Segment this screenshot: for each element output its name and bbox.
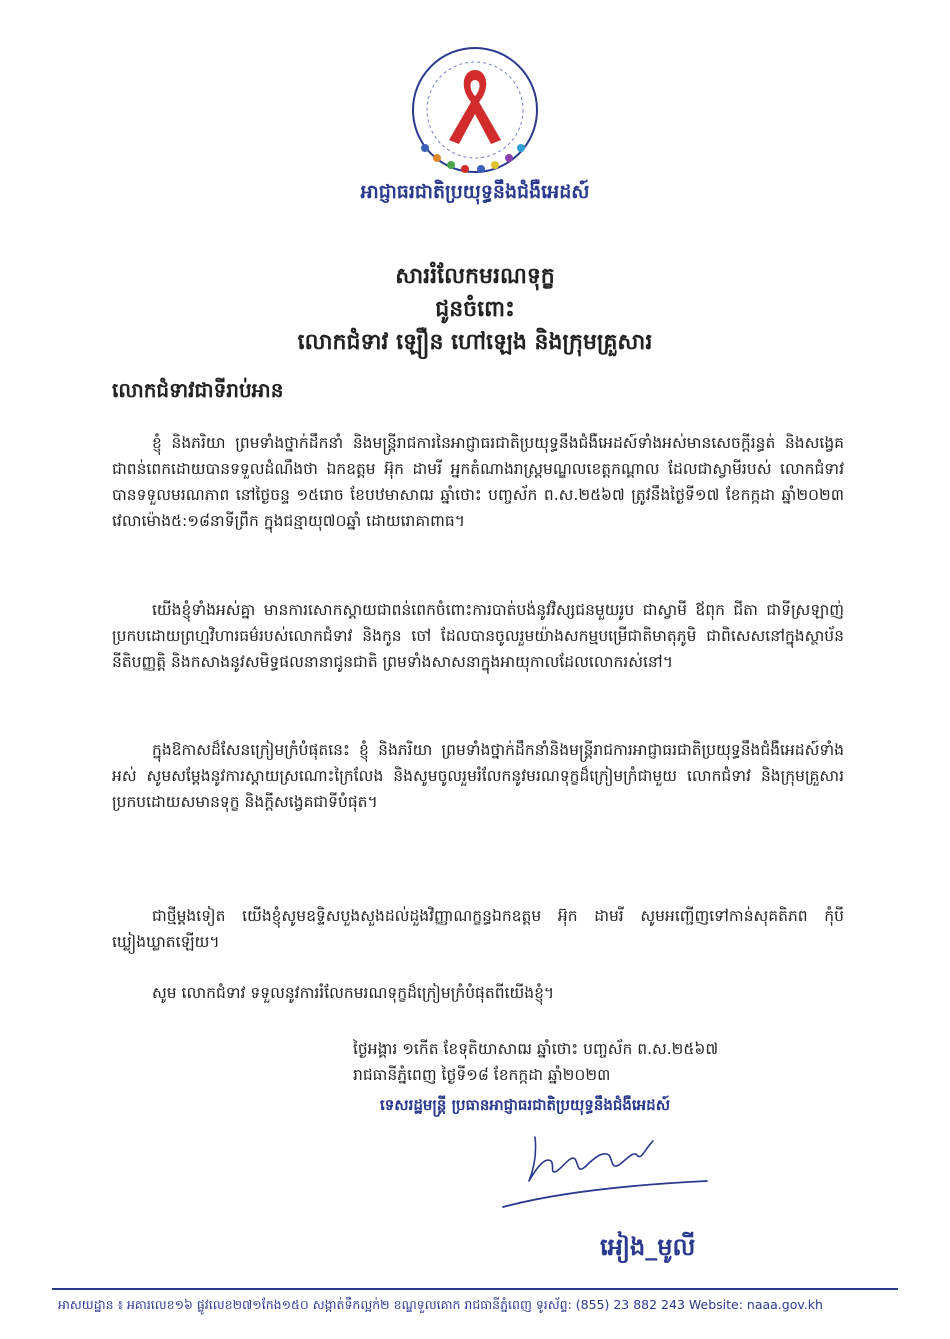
- date-lunar: ថ្ងៃអង្គារ ១កើត ខែទុតិយាសាឍ ឆ្នាំថោះ បញ្ចស័ក ព.ស.២៥៦៧: [353, 1040, 719, 1058]
- paragraph-1: ខ្ញុំ និងភរិយា ព្រមទាំងថ្នាក់ដឹកនាំ និងមន្ត្រីរាជការនៃអាជ្ញាធរជាតិប្រយុទ្ធនឹងជំងឺអេដស៍ទាំងអស់មានសេចក្តីរន្ធត់ និងសង្វេគជាពន់ពេកដោយបានទទួលដំណឹងថា ឯកឧត្តម អ៊ុក ដាមរី អ្នកតំណាងរាស្ត្រមណ្ឌលខេត្តកណ្តាល ដែលជាស្វាមីរបស់ លោកជំទាវ បានទទួលមរណភាព នៅថ្ងៃចន្ទ ១៥រោច ខែបឋមាសាឍ ឆ្នាំថោះ បញ្ចស័ក ព.ស.២៥៦៧ ត្រូវនឹងថ្ងៃទី១៧ ខែកក្កដា ឆ្នាំ២០២៣ វេលាម៉ោង៥:១៨នាទីព្រឹក ក្នុងជន្មាយុ៧០ឆ្នាំ ដោយរោគាពាធ។: [112, 434, 844, 530]
- paragraph-3: ក្នុងឱកាសដ៏សែនក្រៀមក្រំបំផុតនេះ ខ្ញុំ និងភរិយា ព្រមទាំងថ្នាក់ដឹកនាំនិងមន្ត្រីរាជការអាជ្ញាធរជាតិប្រយុទ្ធនឹងជំងឺអេដស៍ទាំងអស់ សូមសម្តែងនូវការស្តាយស្រណោះក្រៃលែង និងសូមចូលរួមរំលែកនូវមរណទុក្ខដ៏ក្រៀមក្រំជាមួយ លោកជំទាវ និងក្រុមគ្រួសារប្រកបដោយសមានទុក្ខ និងក្តីសង្វេគជាទីបំផុត។: [112, 741, 844, 811]
- footer-divider: [52, 1288, 898, 1290]
- letter-title: សាររំលែកមរណទុក្ខ: [395, 263, 555, 289]
- salutation: លោកជំទាវជាទីរាប់អាន: [112, 378, 284, 402]
- letter-recipient: លោកជំទាវ ឡឿន ហៅឡេង និងក្រុមគ្រួសារ: [297, 329, 653, 355]
- paragraph-5: សូម លោកជំទាវ ទទួលនូវការរំលែកមរណទុក្ខដ៏ក្រៀមក្រំបំផុតពីយើងខ្ញុំ។: [152, 984, 555, 1002]
- organization-name: អាជ្ញាធរជាតិប្រយុទ្ធនឹងជំងឺអេដស៍: [360, 181, 590, 203]
- national-aids-authority-logo-icon: [385, 40, 565, 190]
- signer-name: អៀង_មូលី: [600, 1233, 696, 1261]
- date-solar: រាជធានីភ្នំពេញ ថ្ងៃទី១៨ ខែកក្កដា ឆ្នាំ២០២៣: [353, 1066, 611, 1084]
- paragraph-4: ជាថ្មីម្តងទៀត យើងខ្ញុំសូមឧទ្ទិសបួងសួងដល់ដួងវិញ្ញាណក្ខន្ធឯកឧត្តម អ៊ុក ដាមរី សូមអញ្ជើញទៅកាន់សុគតិភព កុំបីឃ្លៀងឃ្លាតឡើយ។: [112, 907, 844, 951]
- handwritten-signature-icon: [485, 1115, 715, 1220]
- letter-subtitle: ជូនចំពោះ: [435, 296, 515, 322]
- paragraph-2: យើងខ្ញុំទាំងអស់គ្នា មានការសោកស្តាយជាពន់ពេកចំពោះការបាត់បង់នូវវិស្សជនមួយរូប ជាស្វាមី ឪពុក ជីតា ជាទីស្រឡាញ់ប្រកបដោយព្រហ្មវិហារធម៌របស់លោកជំទាវ និងកូន ចៅ ដែលបានចូលរួមយ៉ាងសកម្មបម្រើជាតិមាតុភូមិ ជាពិសេសនៅក្នុងស្ថាប័ននីតិបញ្ញត្តិ និងកសាងនូវសមិទ្ធផលនានាជូនជាតិ ព្រមទាំងសាសនាក្នុងអាយុកាលដែលលោករស់នៅ។: [112, 601, 844, 671]
- signer-title: ទេសរដ្ឋមន្ត្រី ប្រធានអាជ្ញាធរជាតិប្រយុទ្ធនឹងជំងឺអេដស៍: [380, 1096, 670, 1114]
- footer-address: អាសយដ្ឋាន ៖ អគារលេខ១៦ ផ្លូវលេខ២៧១កែង១៥០ សង្កាត់ទឹកល្អក់២ ខណ្ឌទួលគោក រាជធានីភ្នំពេញ ទូរស័ព្ទ: (855) 23 882 243 Website: naaa.gov.kh: [58, 1297, 823, 1312]
